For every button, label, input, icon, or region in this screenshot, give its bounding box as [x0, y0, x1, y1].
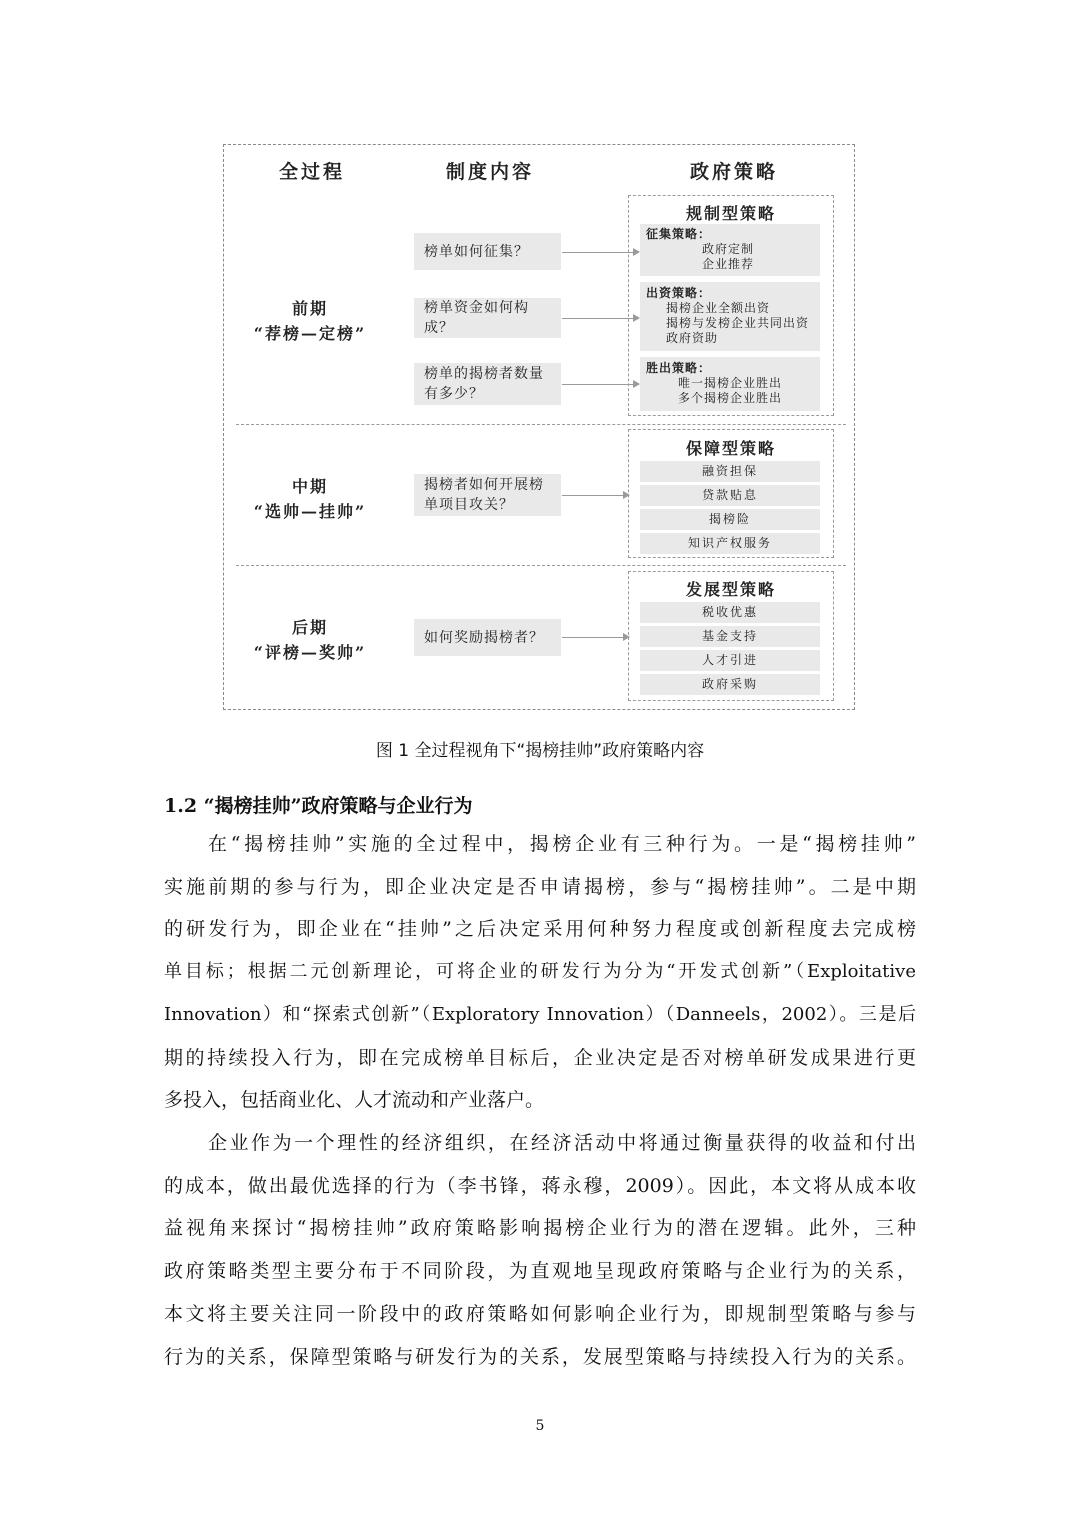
text-line: 在“揭榜挂帅”实施的全过程中，揭榜企业有三种行为。一是“揭榜挂帅”	[208, 833, 916, 855]
strategy-box	[640, 224, 820, 276]
strategy-item: 政府采购	[640, 674, 820, 695]
phase-name: 后期	[291, 618, 328, 637]
phase-subtitle: “选帅—挂帅”	[253, 502, 367, 521]
phase-name: 前期	[291, 299, 328, 318]
question-text: 榜单的揭榜者数量	[424, 366, 544, 382]
text-line: 的成本，做出最优选择的行为（李书锋，蒋永穆，2009）。因此，本文将从成本收	[164, 1174, 916, 1197]
arrow-icon	[562, 252, 638, 253]
question-text: 单项目攻关？	[424, 497, 514, 513]
strategy-item: 揭榜企业全额出资	[666, 301, 771, 315]
strategy-item: 揭榜与发榜企业共同出资	[666, 316, 810, 330]
question-text: 如何奖励揭榜者？	[424, 629, 544, 646]
header-content: 制度内容	[446, 161, 535, 183]
text-line: 单目标；根据二元创新理论，可将企业的研发行为分为“开发式创新”（Exploitative	[164, 961, 916, 983]
text-line: 本文将主要关注同一阶段中的政府策略如何影响企业行为，即规制型策略与参与	[164, 1302, 916, 1325]
paragraph	[164, 1122, 916, 1378]
question-text: 榜单资金如何构成？	[424, 300, 529, 336]
phase-separator	[236, 565, 846, 566]
strategy-item: 贷款贴息	[640, 485, 820, 506]
question-box	[414, 619, 561, 656]
arrow-icon	[562, 637, 628, 638]
question-text: 榜单如何征集？	[424, 243, 529, 260]
strategy-label: 胜出策略：	[646, 361, 712, 375]
question-box	[414, 233, 561, 270]
header-strategy: 政府策略	[690, 161, 779, 183]
page-number: 5	[535, 1418, 545, 1434]
phase-late	[240, 615, 380, 665]
strategy-item: 企业推荐	[702, 257, 755, 271]
figure-caption: 图 1 全过程视角下“揭榜挂帅”政府策略内容	[375, 741, 705, 761]
question-box	[414, 474, 561, 516]
strategy-label: 出资策略：	[646, 286, 712, 300]
strategy-item: 基金支持	[640, 626, 820, 647]
text-line: 实施前期的参与行为，即企业决定是否申请揭榜，参与“揭榜挂帅”。二是中期	[164, 875, 916, 898]
question-text: 有多少？	[424, 386, 484, 402]
text-line: 期的持续投入行为，即在完成榜单目标后，企业决定是否对榜单研发成果进行更	[164, 1046, 916, 1069]
header-process: 全过程	[279, 161, 346, 183]
phase-early	[240, 296, 380, 346]
strategy-item: 知识产权服务	[640, 533, 820, 554]
question-text: 揭榜者如何开展榜	[424, 477, 544, 493]
phase-subtitle: “评榜—奖帅”	[253, 643, 367, 662]
strategy-box	[640, 357, 820, 411]
phase-middle	[240, 474, 380, 524]
question-box	[414, 298, 561, 338]
guarantee-strategy-title: 保障型策略	[685, 439, 776, 458]
arrow-icon	[562, 495, 628, 496]
strategy-item: 融资担保	[640, 461, 820, 482]
text-line: 政府策略类型主要分布于不同阶段，为直观地呈现政府策略与企业行为的关系，	[164, 1260, 916, 1283]
arrow-icon	[562, 384, 638, 385]
strategy-item: 税收优惠	[640, 602, 820, 623]
strategy-item: 唯一揭榜企业胜出	[678, 376, 783, 390]
development-strategy-title: 发展型策略	[685, 580, 776, 599]
phase-name: 中期	[291, 477, 328, 496]
section-title: 1.2 “揭榜挂帅”政府策略与企业行为	[164, 795, 473, 817]
strategy-label: 征集策略：	[646, 227, 712, 241]
text-line: 的研发行为，即企业在“挂帅”之后决定采用何种努力程度或创新程度去完成榜	[164, 918, 916, 941]
strategy-item: 多个揭榜企业胜出	[678, 391, 783, 405]
text-line: 企业作为一个理性的经济组织，在经济活动中将通过衡量获得的收益和付出	[208, 1132, 916, 1154]
strategy-item: 人才引进	[640, 650, 820, 671]
question-box	[414, 363, 561, 405]
phase-subtitle: “荐榜—定榜”	[253, 324, 367, 343]
phase-separator	[236, 424, 846, 425]
regulatory-strategy-title: 规制型策略	[685, 204, 776, 223]
strategy-box	[640, 282, 820, 351]
paragraph	[164, 823, 916, 1122]
text-line: Innovation）和“探索式创新”（Exploratory Innovation）（Danneels，2002）。三是后	[164, 1003, 916, 1025]
text-line: 多投入，包括商业化、人才流动和产业落户。	[164, 1089, 545, 1112]
arrow-icon	[562, 318, 638, 319]
strategy-item: 政府资助	[666, 331, 719, 345]
strategy-item: 揭榜险	[640, 509, 820, 530]
text-line: 益视角来探讨“揭榜挂帅”政府策略影响揭榜企业行为的潜在逻辑。此外，三种	[164, 1217, 916, 1240]
strategy-item: 政府定制	[702, 242, 755, 256]
text-line: 行为的关系，保障型策略与研发行为的关系，发展型策略与持续投入行为的关系。	[164, 1345, 916, 1368]
